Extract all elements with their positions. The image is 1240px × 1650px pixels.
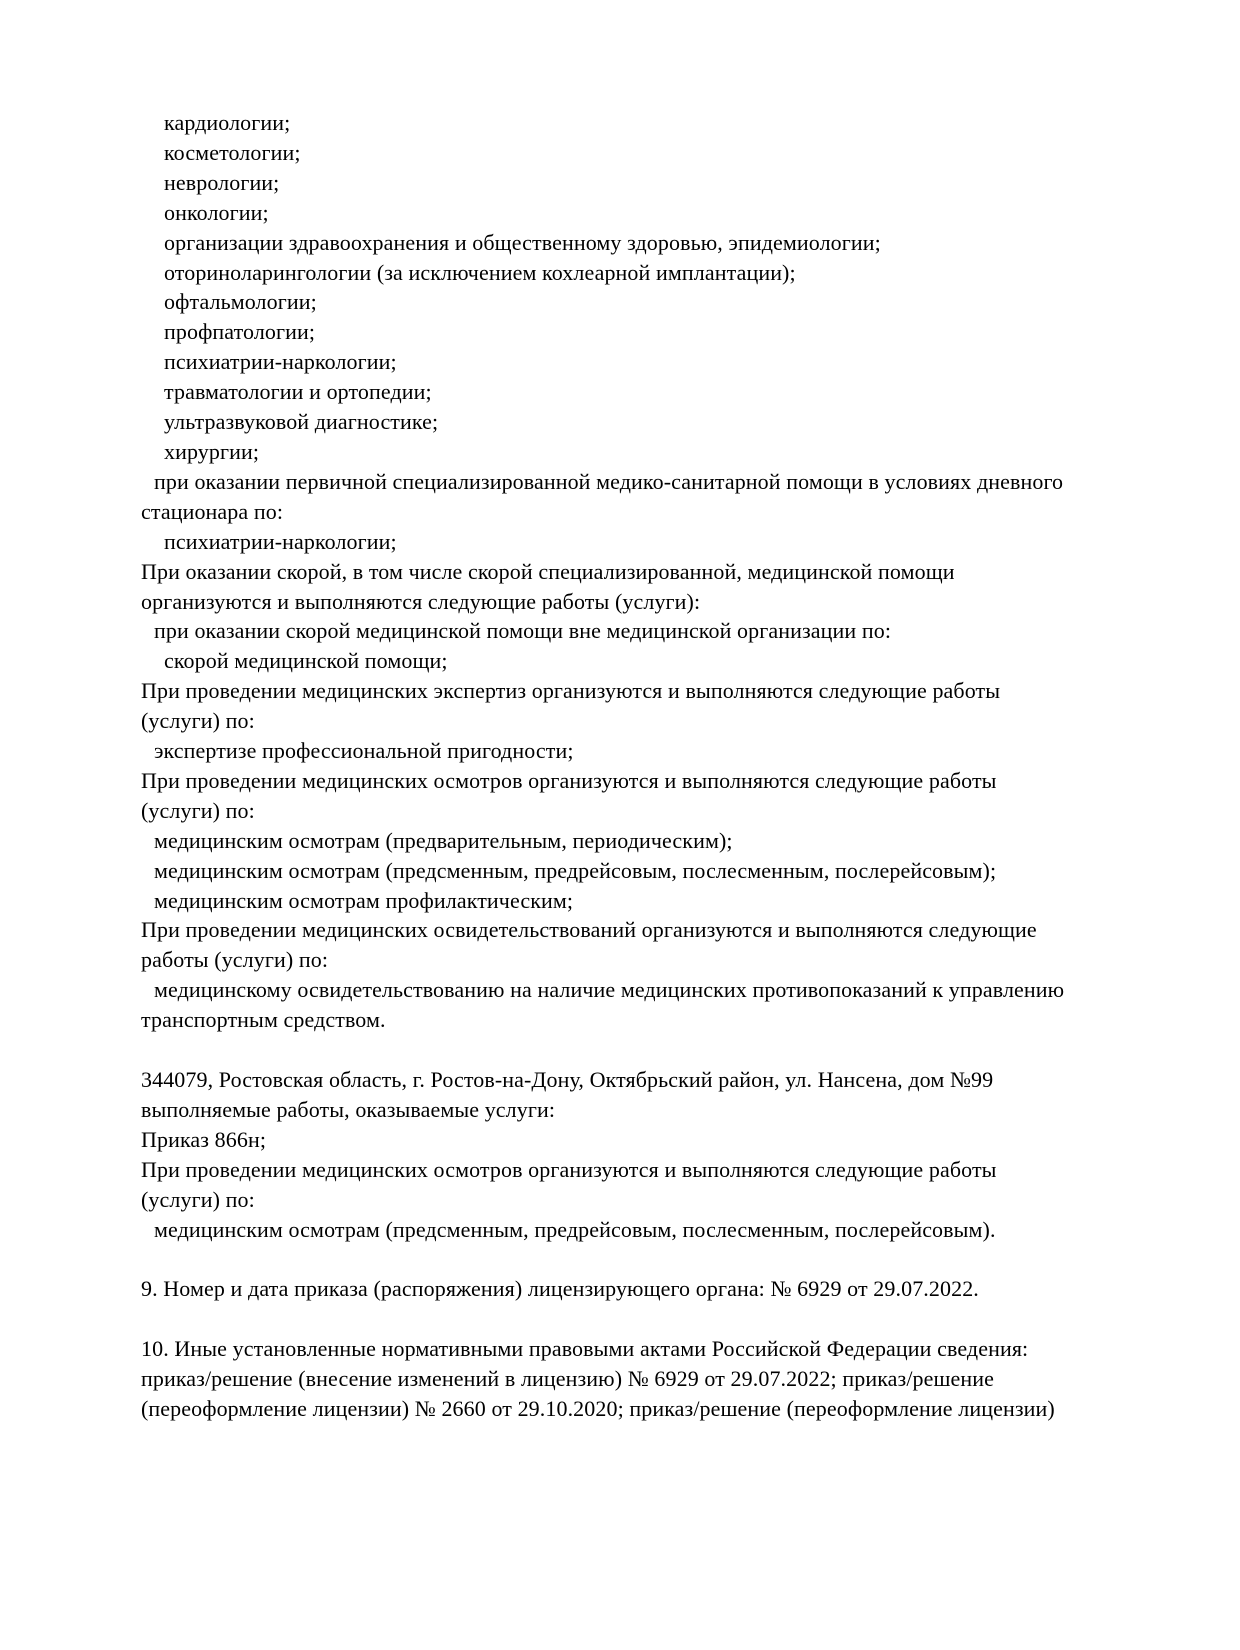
- text-line: работы (услуги) по:: [141, 947, 329, 973]
- text-line: кардиологии;: [164, 110, 291, 135]
- text-line: организуются и выполняются следующие работы (услуги):: [141, 588, 701, 614]
- text-line: стационара по:: [141, 498, 284, 524]
- text-line: Приказ 866н;: [141, 1126, 267, 1152]
- text-line: при оказании скорой медицинской помощи вне медицинской организации по:: [154, 618, 892, 644]
- text-line: организации здравоохранения и общественному здоровью, эпидемиологии;: [164, 229, 881, 255]
- blank-line: [141, 1304, 1120, 1334]
- blank-line: [141, 1035, 1120, 1065]
- text-line: косметологии;: [164, 139, 301, 165]
- text-line: офтальмологии;: [164, 289, 317, 315]
- text-line: При проведении медицинских осмотров организуются и выполняются следующие работы: [141, 1156, 997, 1182]
- text-line: При проведении медицинских осмотров организуются и выполняются следующие работы: [141, 767, 997, 793]
- text-line: (услуги) по:: [141, 797, 255, 823]
- text-line: психиатрии-наркологии;: [164, 528, 397, 554]
- text-line: выполняемые работы, оказываемые услуги:: [141, 1096, 556, 1122]
- text-line: оториноларингологии (за исключением кохлеарной имплантации);: [164, 259, 796, 285]
- text-line: 10. Иные установленные нормативными правовыми актами Российской Федерации сведения:: [141, 1336, 1029, 1362]
- text-line: (услуги) по:: [141, 1186, 255, 1212]
- text-line: При оказании скорой, в том числе скорой специализированной, медицинской помощи: [141, 558, 955, 584]
- text-line: (переоформление лицензии) № 2660 от 29.10.2020; приказ/решение (переоформление лицензии): [141, 1395, 1055, 1421]
- text-line: медицинскому освидетельствованию на наличие медицинских противопоказаний к управлению: [154, 977, 1065, 1003]
- text-line: скорой медицинской помощи;: [164, 648, 448, 674]
- text-line: хирургии;: [164, 438, 260, 464]
- text-line: 344079, Ростовская область, г. Ростов-на-Дону, Октябрьский район, ул. Нансена, дом №99: [141, 1067, 994, 1092]
- text-line: транспортным средством.: [141, 1007, 386, 1033]
- text-line: (услуги) по:: [141, 708, 255, 734]
- text-line: приказ/решение (внесение изменений в лицензию) № 6929 от 29.07.2022; приказ/решение: [141, 1366, 995, 1392]
- text-line: психиатрии-наркологии;: [164, 349, 397, 375]
- text-line: экспертизе профессиональной пригодности;: [154, 738, 574, 764]
- text-line: онкологии;: [164, 199, 269, 225]
- text-line: при оказании первичной специализированной медико-санитарной помощи в условиях дневного: [154, 468, 1064, 494]
- text-line: ультразвуковой диагностике;: [164, 409, 439, 435]
- text-line: При проведении медицинских освидетельствований организуются и выполняются следующие: [141, 917, 1037, 943]
- text-line: При проведении медицинских экспертиз организуются и выполняются следующие работы: [141, 678, 1001, 704]
- text-line: профпатологии;: [164, 319, 316, 345]
- text-line: травматологии и ортопедии;: [164, 379, 432, 405]
- text-line: медицинским осмотрам (предварительным, периодическим);: [154, 827, 733, 853]
- text-line: неврологии;: [164, 169, 280, 195]
- text-line: медицинским осмотрам (предсменным, предрейсовым, послесменным, послерейсовым);: [154, 857, 997, 883]
- blank-line: [141, 1244, 1120, 1274]
- text-line: медицинским осмотрам (предсменным, предрейсовым, послесменным, послерейсовым).: [154, 1216, 996, 1242]
- text-line: 9. Номер и дата приказа (распоряжения) лицензирующего органа: № 6929 от 29.07.2022.: [141, 1276, 979, 1302]
- text-line: медицинским осмотрам профилактическим;: [154, 887, 574, 913]
